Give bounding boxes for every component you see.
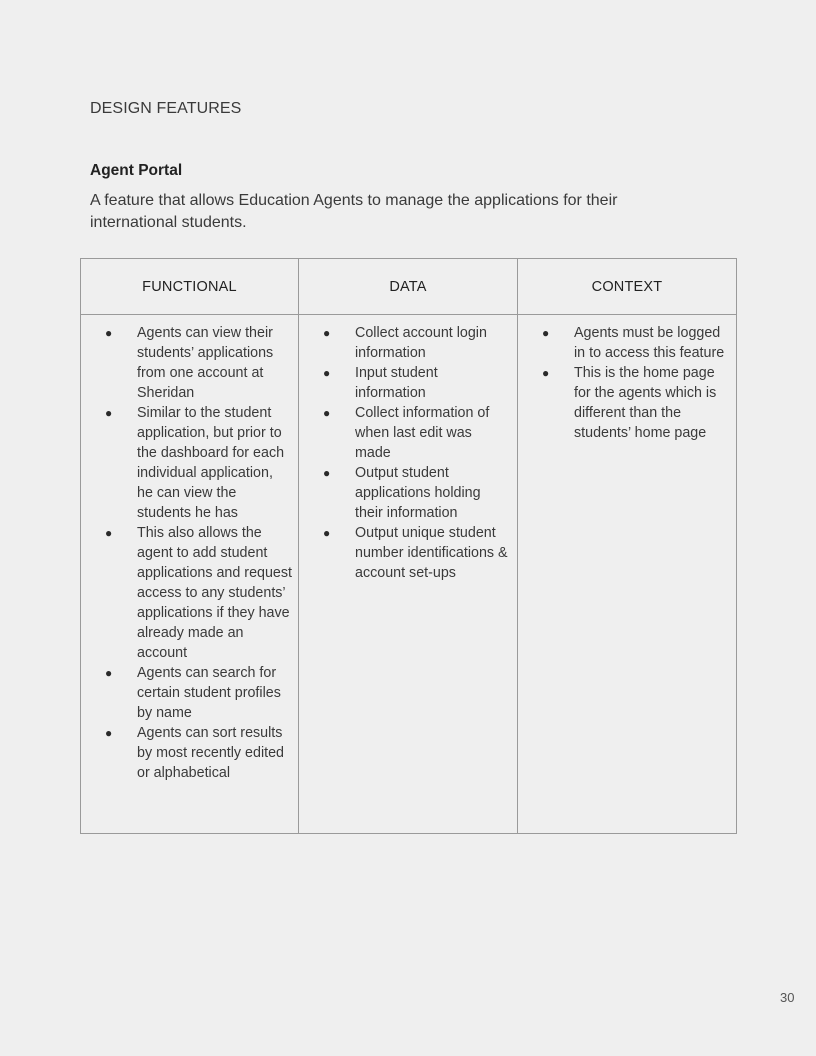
list-item: [518, 363, 730, 443]
bullet-icon: ●: [105, 526, 113, 540]
list-item-text: Input student information: [355, 365, 438, 401]
list-item: [299, 463, 511, 523]
list-item-text: Agents can view their students’ applications from one account at Sheridan: [137, 325, 274, 401]
list-item-text: Output unique student number identifications & account set-ups: [355, 525, 508, 581]
bullet-icon: ●: [323, 526, 331, 540]
header-context: CONTEXT: [518, 259, 737, 315]
list-item-text: Similar to the student application, but prior to the dashboard for each individual application, he can view the students he has: [137, 405, 285, 521]
bullet-icon: ●: [105, 666, 113, 680]
header-data: DATA: [299, 259, 518, 315]
table-row: [81, 315, 737, 834]
list-item-text: Output student applications holding their information: [355, 465, 481, 521]
list-item: [299, 403, 511, 463]
functional-list: [81, 315, 298, 783]
page-number: 30: [780, 990, 795, 1005]
list-item-text: This is the home page for the agents which is different than the students’ home page: [574, 365, 717, 441]
functional-cell: [81, 315, 299, 834]
header-functional: FUNCTIONAL: [81, 259, 299, 315]
bullet-icon: ●: [105, 406, 113, 420]
list-item: [81, 723, 292, 783]
list-item: [299, 363, 511, 403]
list-item-text: Collect account login information: [355, 325, 487, 361]
list-item: [81, 523, 292, 663]
list-item: [81, 403, 292, 523]
bullet-icon: ●: [105, 726, 113, 740]
list-item: [299, 523, 511, 583]
section-heading: DESIGN FEATURES: [90, 100, 242, 117]
list-item-text: Collect information of when last edit was made: [355, 405, 490, 461]
feature-title: Agent Portal: [90, 162, 183, 179]
list-item-text: Agents can sort results by most recently edited or alphabetical: [137, 725, 285, 781]
bullet-icon: ●: [323, 406, 331, 420]
list-item: [299, 323, 511, 363]
list-item: [81, 663, 292, 723]
bullet-icon: ●: [323, 326, 331, 340]
feature-description: A feature that allows Education Agents to manage the applications for their international students.: [90, 192, 618, 231]
context-cell: [518, 315, 737, 834]
bullet-icon: ●: [323, 366, 331, 380]
bullet-icon: ●: [323, 466, 331, 480]
bullet-icon: ●: [542, 366, 550, 380]
bullet-icon: ●: [542, 326, 550, 340]
list-item: [518, 323, 730, 363]
list-item-text: Agents can search for certain student profiles by name: [137, 665, 281, 721]
list-item: [81, 323, 292, 403]
context-list: [518, 315, 736, 443]
bullet-icon: ●: [105, 326, 113, 340]
data-list: [299, 315, 517, 583]
feature-table: [80, 258, 737, 834]
data-cell: [299, 315, 518, 834]
table-header-row: [81, 259, 737, 315]
list-item-text: This also allows the agent to add student applications and request access to any students’ applications if they have already made an account: [137, 525, 292, 661]
list-item-text: Agents must be logged in to access this feature: [574, 325, 725, 361]
